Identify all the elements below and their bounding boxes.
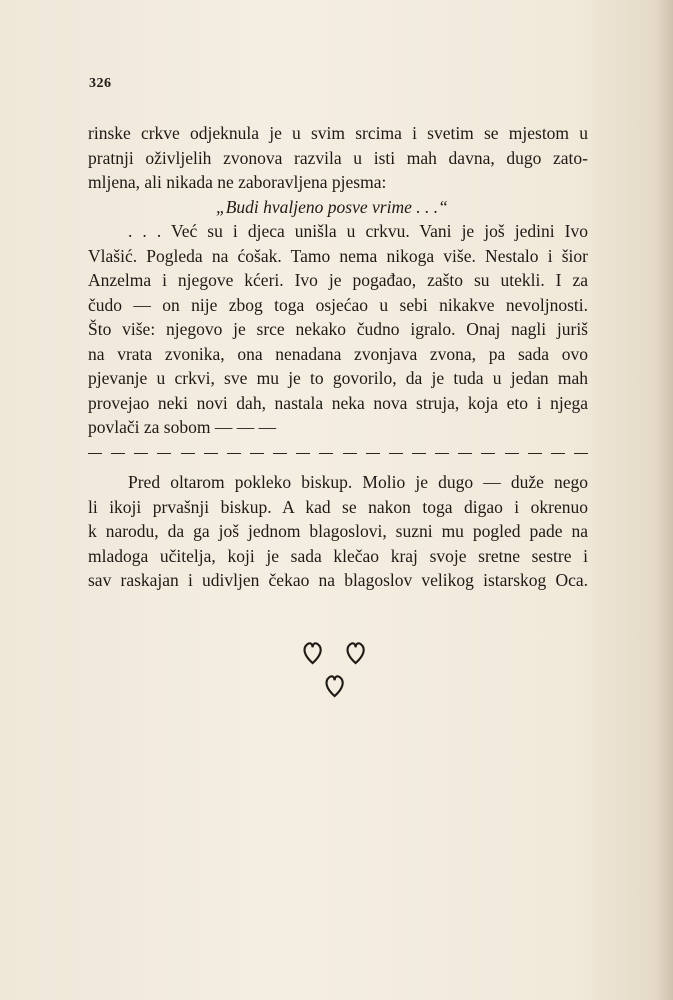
text-line: pjevanje u crkvi, sve mu je to govorilo, da je tuda u jedan mah [88,368,588,388]
text-line: pratnji oživljelih zvonova razvila u isti mah davna, dugo zato- [88,147,588,168]
text-line: Pred oltarom pokleko biskup. Molio je dugo — duže nego [128,472,588,492]
text-line: povlači za sobom — — — [88,417,277,437]
text-line: Anzelma i njegove kćeri. Ivo je pogađao, zašto su utekli. I za [88,270,588,290]
text-line: čudo — on nije zbog toga osjećao u sebi nikakve nevoljnosti. [88,294,588,315]
page-edge-shadow [655,0,673,1000]
text-line: k narodu, da ga još jednom blagoslovi, suzni mu pogled pade na [88,521,588,541]
body-text [88,121,588,593]
text-line: Vlašić. Pogleda na ćošak. Tamo nema nikoga više. Nestalo i šior [88,245,588,266]
text-line: rinske crkve odjeknula je u svim srcima i svetim se mjestom u [88,123,588,143]
verse-line: „Budi hvaljeno posve vrime . . .“ [216,196,448,217]
text-line: sav raskajan i udivljen čekao na blagoslov velikog istarskog Oca. [88,570,588,590]
text-line: provejao neki novi dah, nastala neka nova struja, koja eto i njega [88,392,588,413]
page-number: 326 [89,76,112,91]
text-line: mljena, ali nikada ne zaboravljena pjesma: [88,172,387,192]
text-line: li ikoji prvašnji biskup. A kad se nakon toga digao i okrenuo [88,496,588,517]
text-line: Što više: njegovo je srce nekako čudno igralo. Onaj nagli juriš [88,319,588,339]
section-divider [88,442,588,467]
text-line: mladoga učitelja, koji je sada klečao kraj svoje sretne sestre i [88,545,588,566]
three-hearts-ornament-icon [300,640,372,700]
text-line: . . . Već su i djeca unišla u crkvu. Vani je još jedini Ivo [128,221,588,241]
text-line: na vrata zvonika, ona nenadana zvonjava zvona, pa sada ovo [88,343,588,364]
